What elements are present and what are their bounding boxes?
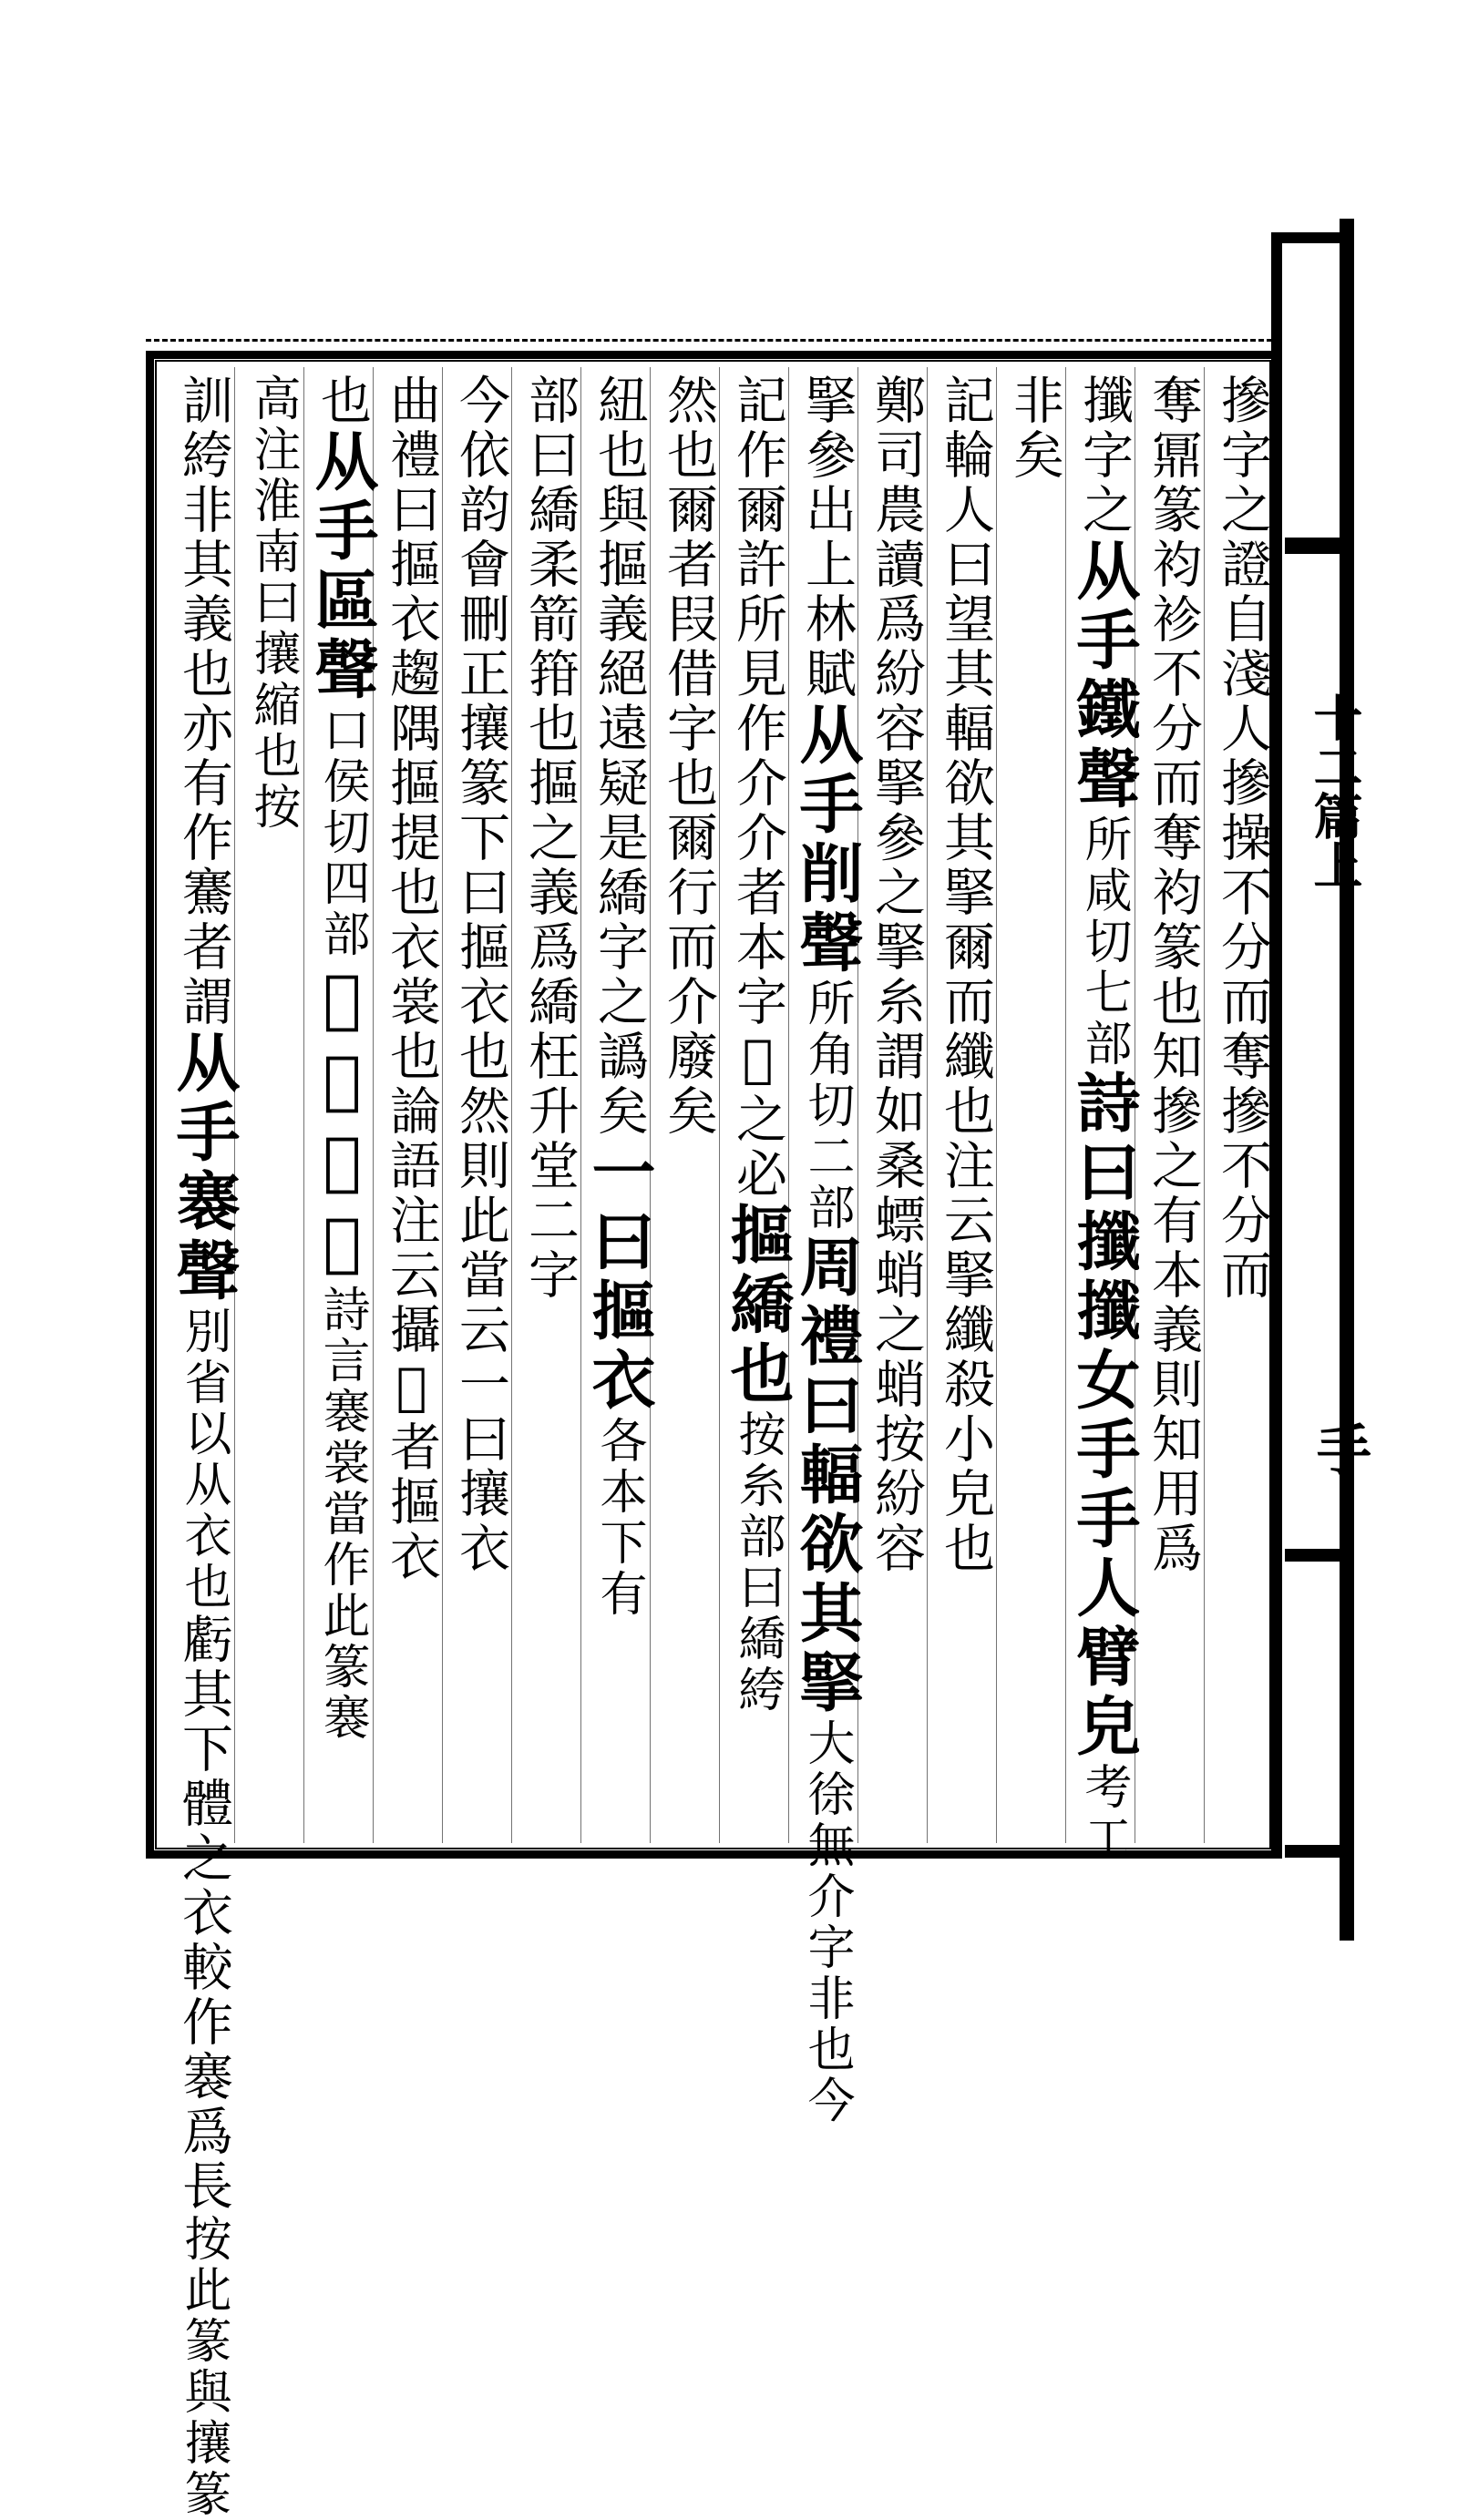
text-segment: 鄭司農讀爲紛容掔參之掔糸謂如桑螵蛸之蛸按紛容 (867, 374, 926, 1576)
text-segment: 高注淮南曰攘縮也按 (245, 374, 300, 833)
text-segment: 奪鼏篆袀袗不分而奪袀篆也知摻之有本義則知用爲 (1144, 374, 1203, 1576)
text-column (864, 374, 928, 1845)
text-segment: 从手區聲 (304, 428, 380, 705)
binding-edge-bar (1285, 1549, 1344, 1562)
text-column (166, 374, 241, 2520)
text-column (1141, 374, 1205, 1845)
text-column (304, 374, 380, 1845)
text-column (720, 374, 796, 1845)
text-segment: 記輪人曰望其輻欲其掔爾而纖也注云掔纖殺小皃也 (936, 374, 995, 1576)
text-segment: 別省以从衣也 (176, 1306, 231, 1613)
text-segment: 非矣 (1005, 374, 1064, 483)
text-column (581, 374, 657, 1845)
text-segment: 口侯切四部 (314, 705, 369, 960)
text-segment: 攕字之 (1074, 374, 1134, 538)
binding-edge-bar (1285, 538, 1344, 554)
text-segment: 摳繑也 (720, 1202, 796, 1409)
text-segment: 所咸切七部 (1076, 814, 1131, 1070)
text-segment: 摻字之證自淺人摻操不分而奪摻不分而 (1213, 374, 1272, 1303)
text-segment: 部曰繑柔箭箝也摳之義爲繑枉升堂二字 (520, 374, 580, 1303)
text-segment: 掔參出上林賦 (797, 374, 857, 702)
text-column (1066, 374, 1142, 1864)
text-column (379, 374, 443, 1845)
text-segment: 今依韵會刪正攘篆下曰摳衣也然則此當云一曰攘衣 (451, 374, 510, 1576)
text-segment: 記作爾許所見作介介者本字𠕀之必 (728, 374, 787, 1202)
text-segment: 按此篆與攘篆 (176, 2214, 231, 2520)
fore-edge-folio: 手 (1308, 1421, 1371, 1476)
top-border-ticks (146, 339, 1280, 344)
text-segment: 大徐無介字非也今 (799, 1718, 854, 2126)
text-column (1210, 374, 1274, 1845)
binding-edge-bar (1280, 232, 1344, 243)
text-segment: 詩言褰裳當作此篆褰 (314, 1285, 369, 1744)
text-segment: 詩曰攕攕女手 (1066, 1070, 1142, 1485)
text-column (241, 374, 304, 1845)
text-segment: 从手削聲 (789, 702, 865, 978)
text-segment: 各本下有 (591, 1416, 646, 1620)
text-segment: 从手褰聲 (166, 1030, 241, 1306)
text-segment: 虧其下體之衣較作褰爲長 (174, 1613, 233, 2214)
text-segment: 所角切二部 (799, 978, 854, 1234)
text-column (448, 374, 512, 1845)
text-segment: 周禮曰輻欲其掔 (789, 1234, 865, 1718)
text-column (656, 374, 720, 1845)
text-segment: 訓絝非其義也亦有作騫者謂 (174, 374, 233, 1030)
fore-edge-section-label: 十二篇上 (1306, 692, 1364, 889)
text-segment: 一曰摳衣 (581, 1139, 657, 1416)
text-segment: 𢹞摳衣也 (304, 960, 380, 1285)
binding-edge-bar (1340, 219, 1354, 1941)
text-segment: 曲禮曰摳衣趨隅摳提也衣裳也論語注云攝𧞤者摳衣 (382, 374, 441, 1584)
text-column (518, 374, 581, 1845)
text-segment: 按糸部曰繑絝 (730, 1409, 785, 1716)
text-column (1002, 374, 1066, 1845)
binding-edge-bar (1285, 1845, 1344, 1858)
text-segment: 从手鐵聲 (1066, 538, 1142, 814)
text-column (933, 374, 997, 1845)
text-segment: 考工 (1076, 1762, 1131, 1864)
text-segment: 紐也與摳義絕遠疑是繑字之譌矣 (590, 374, 649, 1139)
text-segment: 然也爾者叚借字也爾行而介廢矣 (659, 374, 718, 1139)
text-column (789, 374, 865, 2126)
text-segment: 手人臂皃 (1066, 1485, 1142, 1762)
text-segment: 也 (313, 374, 372, 428)
